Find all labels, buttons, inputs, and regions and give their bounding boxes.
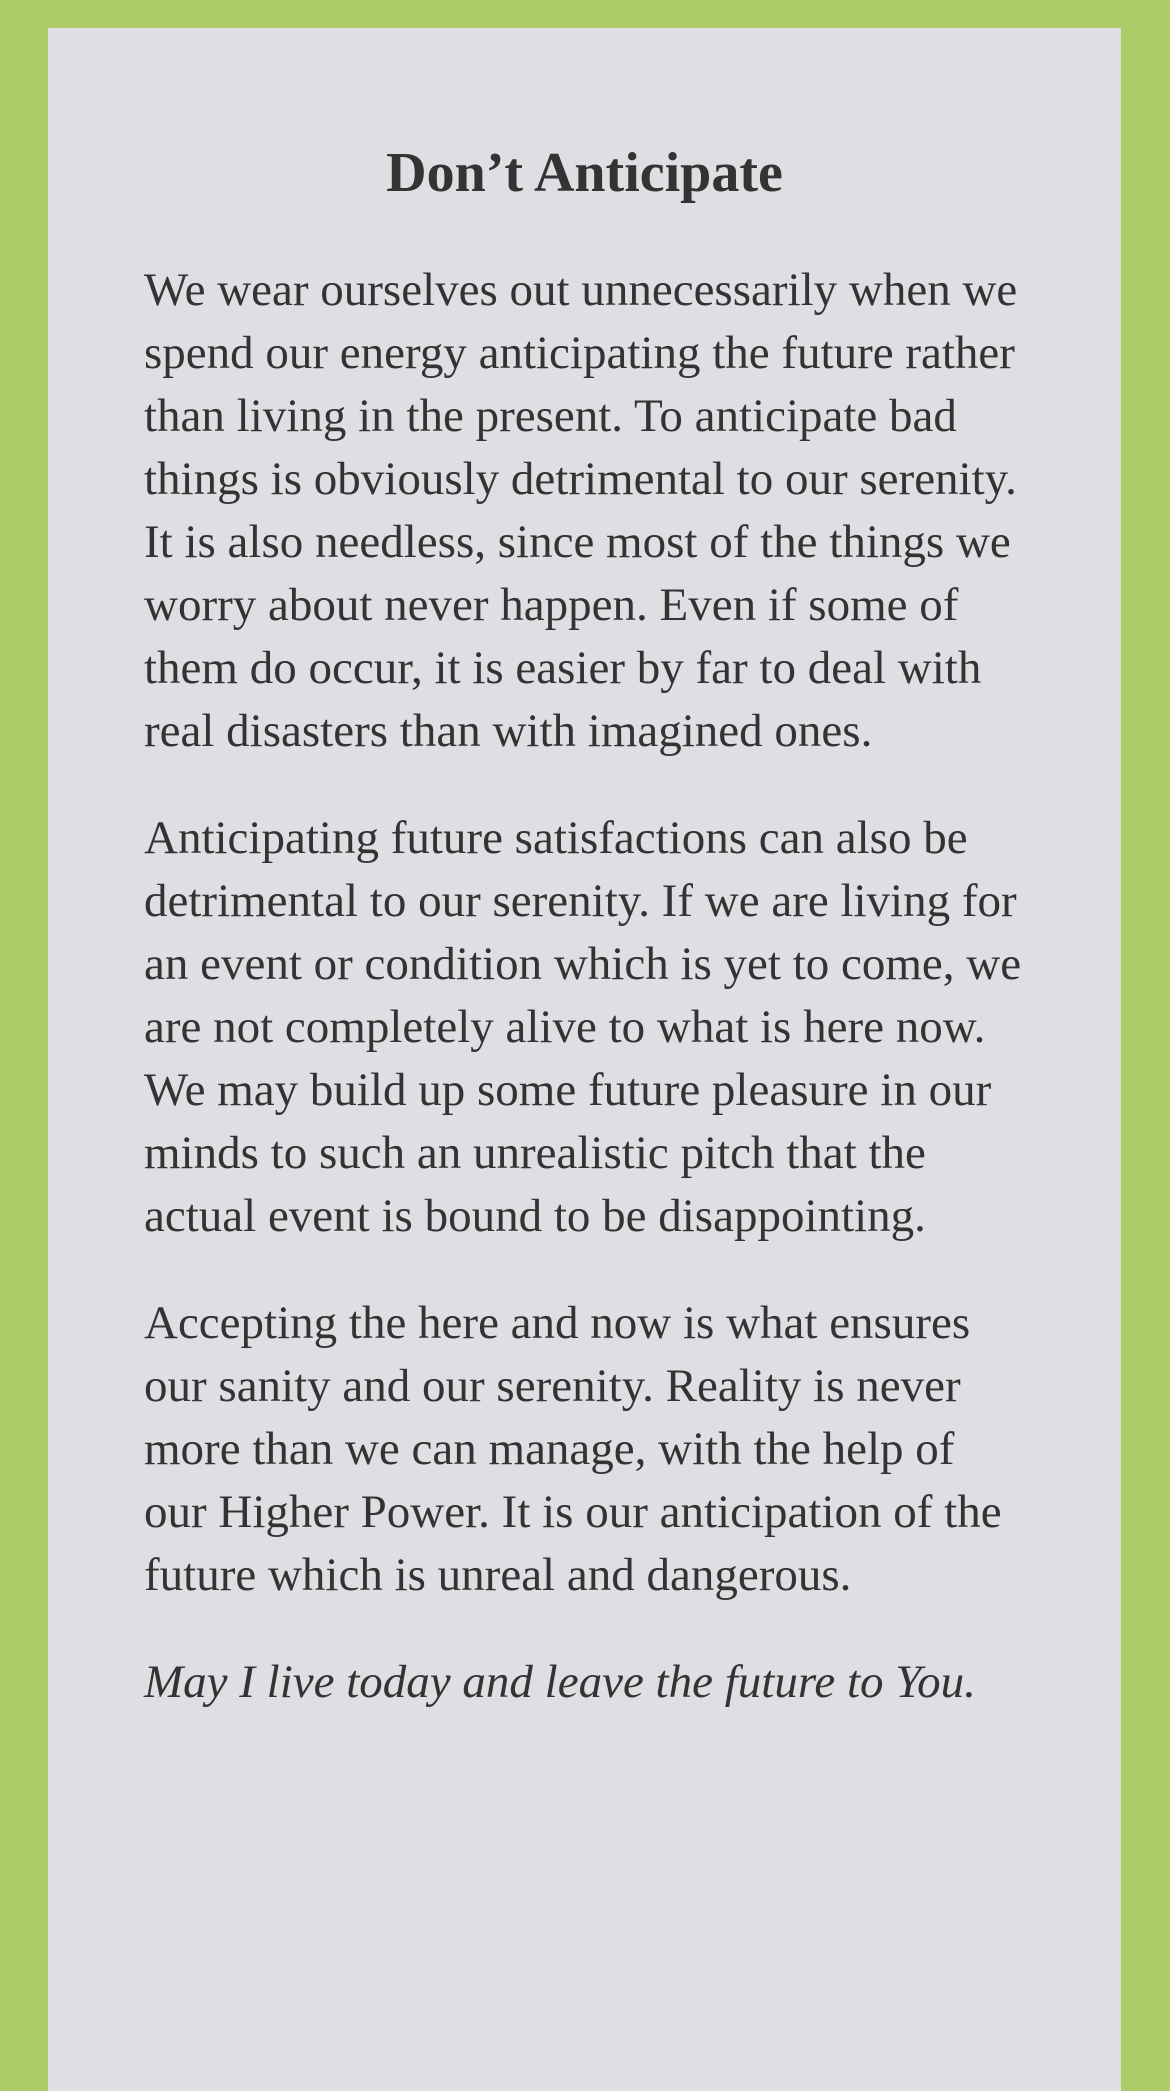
paragraph-3: Accepting the here and now is what ensures our sanity and our serenity. Reality is never more than we can manage, with the help of our Higher Power. It is our anticipation of the future which is unreal and dangerous.	[144, 1297, 1002, 1602]
closing-prayer: May I live today and leave the future to You.	[144, 1656, 976, 1709]
page-title: Don’t Anticipate	[386, 142, 783, 204]
paragraph-2: Anticipating future satisfactions can also be detrimental to our serenity. If we are living for an event or condition which is yet to come, we are not completely alive to what is here now. We may build up some future pleasure in our minds to such an unrealistic pitch that the actual event is bound to be disappointing.	[144, 812, 1022, 1243]
reading-card	[48, 28, 1121, 2091]
paragraph-1: We wear ourselves out unnecessarily when we spend our energy anticipating the future rather than living in the present. To anticipate bad things is obviously detrimental to our serenity. It is also needless, since most of the things we worry about never happen. Even if some of them do occur, it is easier by far to deal with real disasters than with imagined ones.	[144, 264, 1018, 758]
